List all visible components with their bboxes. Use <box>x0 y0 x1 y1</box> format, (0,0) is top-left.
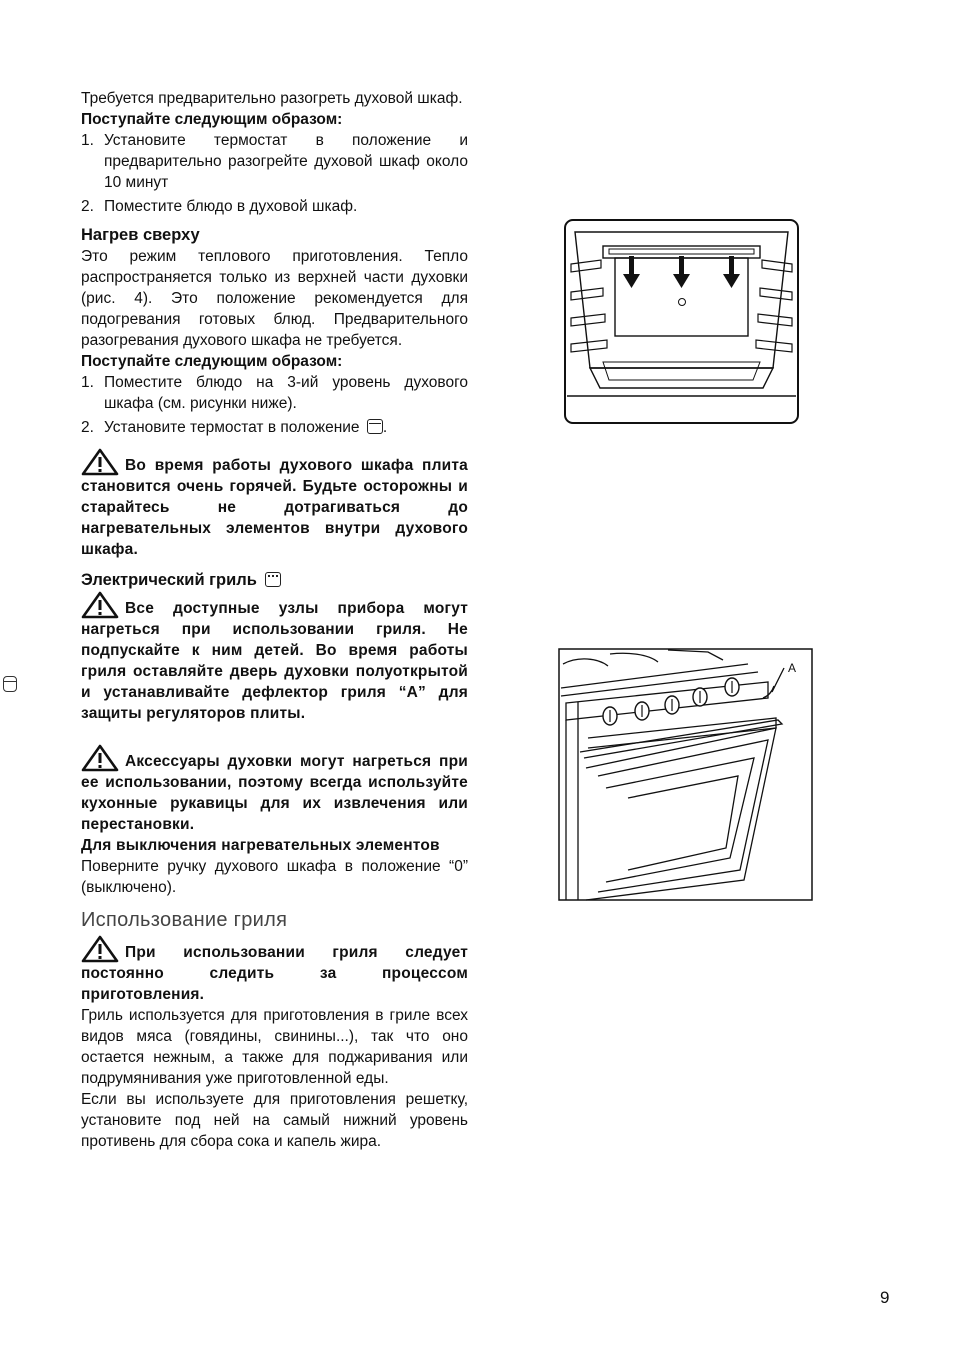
top-heat-body: Это режим теплового приготовления. Тепло распространяется только из верхней части духовки (рис. 4). Это положение рекомендуется для подогревания готовых блюд. Предварительного разогревания духового шкафа не требуется. <box>81 248 468 349</box>
warning-triangle-icon <box>81 935 119 963</box>
grill-deflector-figure <box>558 648 813 901</box>
top-heat-heading: Нагрев сверху <box>81 226 200 244</box>
warning-grill-watch: При использовании гриля следует постоянно следить за процессом приготовления. <box>81 935 468 1005</box>
grill-use-heading: Использование гриля <box>81 909 288 931</box>
steps-list-1 <box>81 130 468 217</box>
oven-top-heat-figure <box>563 218 800 425</box>
warning-triangle-icon <box>81 591 119 619</box>
text-column <box>81 88 468 1152</box>
off-body: Поверните ручку духового шкафа в положение “0” (выключено). <box>81 858 468 896</box>
list-item: 2. Поместите блюдо в духовой шкаф. <box>81 198 358 215</box>
list-item: 1. Поместите блюдо на 3-ий уровень духового шкафа (см. рисунки ниже). <box>81 374 468 412</box>
grill-use-paragraph-2: Если вы используете для приготовления решетку, установите под ней на самый нижний уровень противень для сбора сока и капель жира. <box>81 1091 468 1150</box>
top-heat-procedure-label: Поступайте следующим образом: <box>81 353 343 370</box>
list-item: 1. Установите термостат в положение и предварительно разогрейте духовой шкаф около 10 минут <box>81 132 468 191</box>
warning-hot-oven: Во время работы духового шкафа плита становится очень горячей. Будьте осторожны и старайтесь не дотрагиваться до нагревательных элементов внутри духового шкафа. <box>81 448 468 560</box>
grill-heading: Электрический гриль <box>81 570 468 591</box>
intro-text: Требуется предварительно разогреть духовой шкаф. <box>81 90 463 107</box>
steps-list-2 <box>81 372 468 438</box>
procedure-label: Поступайте следующим образом: <box>81 111 343 128</box>
page-number: 9 <box>880 1288 890 1307</box>
deflector-label: A <box>788 661 797 675</box>
warning-grill: Все доступные узлы прибора могут нагреться при использовании гриля. Не подпускайте к ним детей. Во время работы гриля оставляйте дверь духовки полуоткрытой и устанавливайте дефлектор гриля “А” для защиты регуляторов плиты. <box>81 591 468 724</box>
margin-symbol-icon <box>3 676 17 692</box>
warning-accessories: Аксессуары духовки могут нагреться при ее использовании, поэтому всегда используйте кухонные рукавицы для их извлечения или перестановки. <box>81 744 468 835</box>
top-heat-symbol-icon <box>367 419 383 434</box>
warning-triangle-icon <box>81 744 119 772</box>
off-heading: Для выключения нагревательных элементов <box>81 837 440 854</box>
grill-use-paragraph-1: Гриль используется для приготовления в гриле всех видов мяса (говядины, свинины...), так что оно остается нежным, а также для поджаривания или подрумянивания уже приготовленной еды. <box>81 1007 468 1087</box>
list-item: 2. Установите термостат в положение . <box>81 419 388 436</box>
grill-symbol-icon <box>265 572 281 587</box>
warning-triangle-icon <box>81 448 119 476</box>
